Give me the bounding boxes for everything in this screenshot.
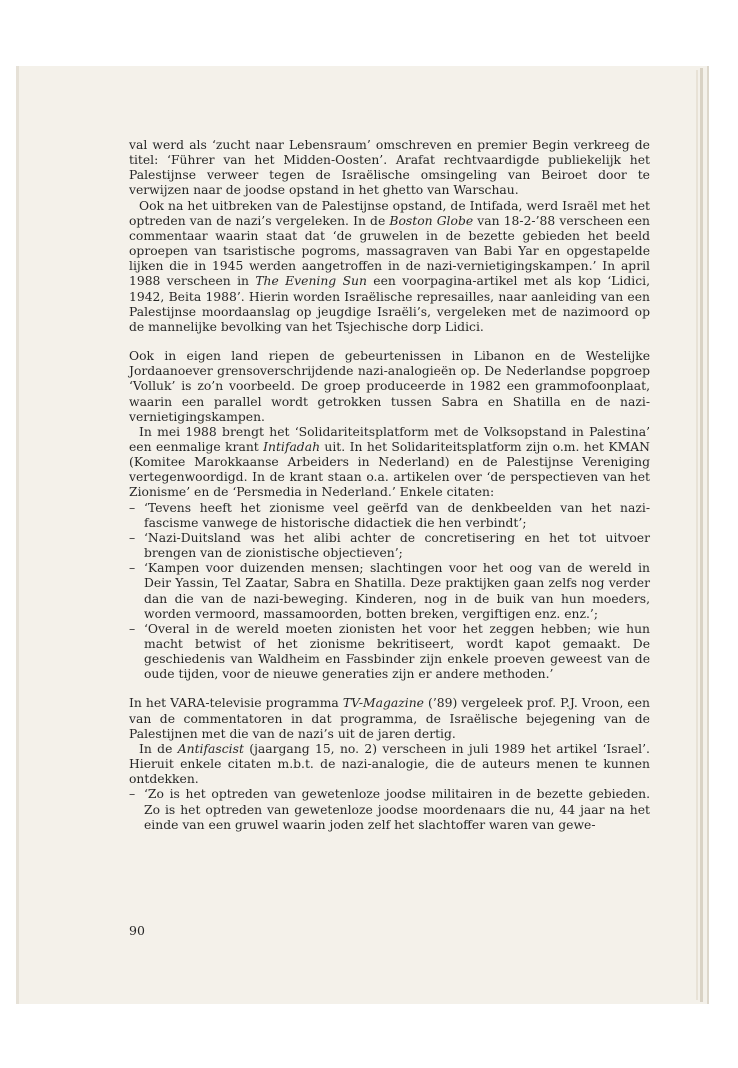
- paragraph-5: In het VARA-televisie programma TV-Magazine (’89) vergeleek prof. P.J. Vroon, een van de commentatoren in dat programma, de Israëlische bejegening van de Palestijnen met die van de nazi’s uit de jaren dertig.: [129, 696, 650, 741]
- title-intifadah: Intifadah: [263, 439, 321, 454]
- body-text: [129, 138, 650, 833]
- paragraph-3: Ook in eigen land riepen de gebeurtenissen in Libanon en de Westelijke Jordaanoever grensoverschrijdende nazi-analogieën op. De Nederlandse popgroep ‘Volluk’ is zo’n voorbeeld. De groep produceerde in 1982 een grammofoonplaat, waarin een parallel wordt getrokken tussen Sabra en Shatilla en de nazi-vernietigingskampen.: [129, 349, 650, 424]
- title-antifascist: Antifascist: [177, 741, 244, 756]
- quote-list-2: [129, 787, 650, 832]
- page-stack-edge-outer: [700, 68, 703, 1002]
- quote-item: – ‘Overal in de wereld moeten zionisten het voor het zeggen hebben; wie hun macht betwist of het zionisme bekritiseert, wordt kapot gemaakt. De geschiedenis van Waldheim en Fassbinder zijn enkele proeven geweest van de oude tijden, voor de nieuwe generaties zijn er andere methoden.’: [129, 622, 650, 683]
- quote-item: – ‘Nazi-Duitsland was het alibi achter de concretisering en het tot uitvoer brengen van de zionistische objectieven’;: [129, 531, 650, 561]
- quote-item: – ‘Zo is het optreden van gewetenloze joodse militairen in de bezette gebieden. Zo is het optreden van gewetenloze joodse moordenaars die nu, 44 jaar na het einde van een gruwel waarin joden zelf het slachtoffer waren van gewe-: [129, 787, 650, 832]
- paragraph-2: Ook na het uitbreken van de Palestijnse opstand, de Intifada, werd Israël met het optreden van de nazi’s vergeleken. In de Boston Globe van 18-2-’88 verscheen een commentaar waarin staat dat ‘de gruwelen in de bezette gebieden het beeld oproepen van tsaristische pogroms, massagraven van Babi Yar en opgestapelde lijken die in 1945 werden aangetroffen in de nazi-vernietigingskampen.’ In april 1988 verscheen in The Evening Sun een voorpagina-artikel met als kop ‘Lidici, 1942, Beita 1988’. Hierin worden Israëlische represailles, naar aanleiding van een Palestijnse moordaanslag op jeugdige Israëli’s, vergeleken met de nazimoord op de mannelijke bevolking van het Tsjechische dorp Lidici.: [129, 198, 650, 334]
- page-number: 90: [129, 923, 145, 938]
- paragraph-4: In mei 1988 brengt het ‘Solidariteitsplatform met de Volksopstand in Palestina’ een eenmalige krant Intifadah uit. In het Solidariteitsplatform zijn o.m. het KMAN (Komitee Marokkaanse Arbeiders in Nederland) en de Palestijnse Vereniging vertegenwoordigd. In de krant staan o.a. artikelen over ‘de perspectieven van het Zionisme’ en de ‘Persmedia in Nederland.’ Enkele citaten:: [129, 424, 650, 500]
- page-stack-edge: [696, 70, 698, 1000]
- paragraph-1: val werd als ‘zucht naar Lebensraum’ omschreven en premier Begin verkreeg de titel: ‘Führer van het Midden-Oosten’. Arafat rechtvaardigde publiekelijk het Palestijnse verweer tegen de Israëlische omsingeling van Beiroet door te verwijzen naar de joodse opstand in het ghetto van Warschau.: [129, 138, 650, 198]
- title-tv-magazine: TV-Magazine: [342, 696, 424, 711]
- title-evening-sun: The Evening Sun: [255, 274, 367, 289]
- title-boston-globe: Boston Globe: [389, 213, 474, 228]
- quote-list-1: [129, 501, 650, 683]
- quote-item: – ‘Kampen voor duizenden mensen; slachtingen voor het oog van de wereld in Deir Yassin, Tel Zaatar, Sabra en Shatilla. Deze praktijken gaan zelfs nog verder dan die van de nazi-beweging. Kinderen, nog in de buik van hun moeders, worden vermoord, massamoorden, botten breken, vergiftigen enz. enz.’;: [129, 561, 650, 622]
- quote-item: – ‘Tevens heeft het zionisme veel geërfd van de denkbeelden van het nazi-fascisme vanwege de historische didactiek die hen verbindt’;: [129, 501, 650, 531]
- paragraph-6: In de Antifascist (jaargang 15, no. 2) verscheen in juli 1989 het artikel ‘Israel’. Hieruit enkele citaten m.b.t. de nazi-analogie, die de auteurs menen te kunnen ontdekken.: [129, 741, 650, 787]
